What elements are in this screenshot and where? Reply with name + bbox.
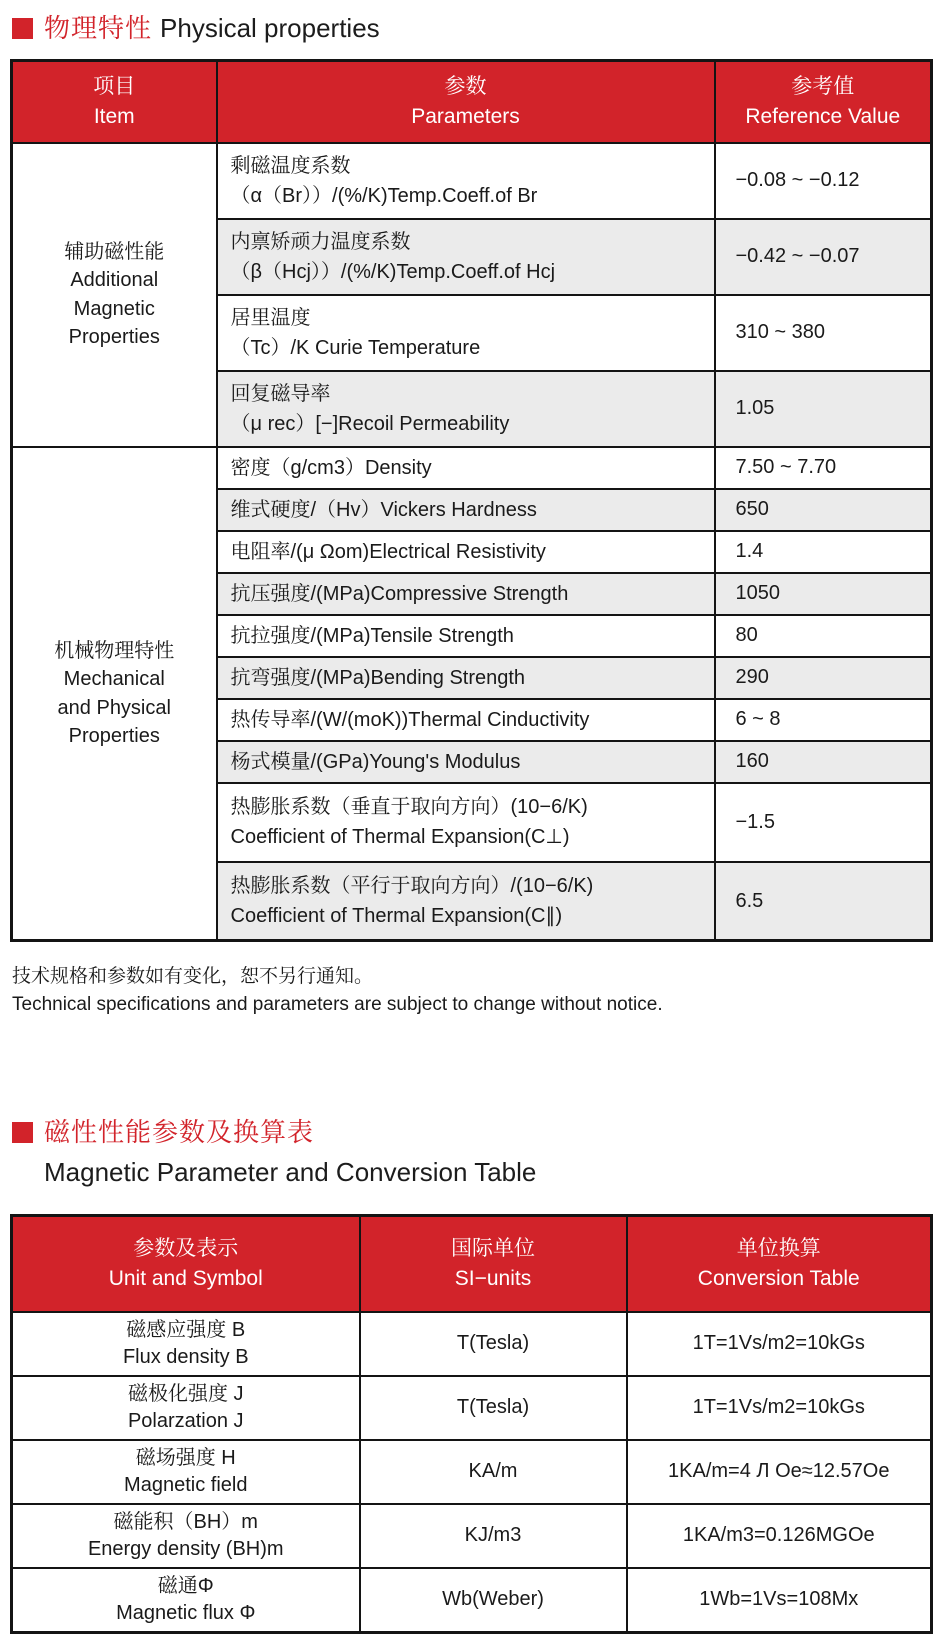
si-cell: T(Tesla) [360,1312,627,1376]
value-cell: 6 ~ 8 [715,699,932,741]
si-cell: KJ/m3 [360,1504,627,1568]
red-square-icon [12,1122,33,1143]
unit-cell: 磁通Φ Magnetic flux Φ [12,1568,360,1633]
unit-cell: 磁感应强度 B Flux density B [12,1312,360,1376]
physical-properties-title-en: Physical properties [160,13,380,43]
value-cell: 6.5 [715,862,932,941]
param-cell: 回复磁导率 （μ rec）[−]Recoil Permeability [217,371,715,447]
column-header-parameters-en: Parameters [411,105,520,128]
disclaimer-note-en: Technical specifications and parameters are subject to change without notice. [12,994,663,1016]
column-header-conversion: 单位换算 Conversion Table [627,1215,932,1311]
column-header-reference-value-en: Reference Value [745,105,901,128]
column-header-reference-value [715,61,932,143]
param-cell: 杨式模量/(GPa)Young's Modulus [217,741,715,783]
conversion-table-title-en: Magnetic Parameter and Conversion Table [44,1156,537,1187]
column-header-si-units: 国际单位 SI−units [360,1215,627,1311]
value-cell: 290 [715,657,932,699]
param-cell: 维式硬度/（Hv）Vickers Hardness [217,489,715,531]
conversion-table-title-zh: 磁性性能参数及换算表 [44,1116,315,1147]
param-cell: 抗弯强度/(MPa)Bending Strength [217,657,715,699]
unit-cell: 磁极化强度 J Polarzation J [12,1376,360,1440]
conversion-cell: 1T=1Vs/m2=10kGs [627,1312,932,1376]
table-row [12,1504,932,1568]
value-cell: −0.42 ~ −0.07 [715,219,932,295]
param-cell: 剩磁温度系数 （α（Br））/(%/K)Temp.Coeff.of Br [217,143,715,219]
param-cell: 居里温度 （Tc）/K Curie Temperature [217,295,715,371]
value-cell: 1.05 [715,371,932,447]
value-cell: 80 [715,615,932,657]
value-cell: 1050 [715,573,932,615]
param-cell: 热膨胀系数（平行于取向方向）/(10−6/K) Coefficient of Thermal Expansion(C∥) [217,862,715,941]
disclaimer-note [12,963,940,1019]
item-group-mechanical-physical: 机械物理特性 Mechanical and Physical Properties [12,447,217,941]
si-cell: KA/m [360,1440,627,1504]
value-cell: 160 [715,741,932,783]
param-cell: 密度（g/cm3）Density [217,447,715,489]
conversion-cell: 1KA/m=4 Л Oe≈12.57Oe [627,1440,932,1504]
table-row [12,1568,932,1633]
table-row [12,1440,932,1504]
conversion-table-title [12,1117,940,1188]
param-cell: 抗拉强度/(MPa)Tensile Strength [217,615,715,657]
physical-properties-title [12,13,940,44]
column-header-item-zh: 项目 [93,75,136,99]
column-header-item-en: Item [93,105,135,128]
value-cell: −1.5 [715,783,932,862]
value-cell: 650 [715,489,932,531]
conversion-table [10,1214,933,1634]
disclaimer-note-zh: 技术规格和参数如有变化，恕不另行通知。 [12,966,374,988]
value-cell: −0.08 ~ −0.12 [715,143,932,219]
physical-properties-title-zh: 物理特性 [44,13,153,43]
param-cell: 热传导率/(W/(moK))Thermal Cinductivity [217,699,715,741]
unit-cell: 磁能积（BH）m Energy density (BH)m [12,1504,360,1568]
table-header-row [12,61,932,143]
value-cell: 310 ~ 380 [715,295,932,371]
value-cell: 1.4 [715,531,932,573]
red-square-icon [12,18,33,39]
column-header-unit-symbol: 参数及表示 Unit and Symbol [12,1215,360,1311]
unit-cell: 磁场强度 H Magnetic field [12,1440,360,1504]
table-row [12,1376,932,1440]
param-cell: 抗压强度/(MPa)Compressive Strength [217,573,715,615]
conversion-cell: 1KA/m3=0.126MGOe [627,1504,932,1568]
table-row [12,447,932,489]
conversion-cell: 1T=1Vs/m2=10kGs [627,1376,932,1440]
si-cell: T(Tesla) [360,1376,627,1440]
conversion-cell: 1Wb=1Vs=108Mx [627,1568,932,1633]
param-cell: 电阻率/(μ Ωom)Electrical Resistivity [217,531,715,573]
table-row [12,143,932,219]
table-header-row [12,1215,932,1311]
column-header-item [12,61,217,143]
column-header-reference-value-zh: 参考值 [791,75,855,99]
si-cell: Wb(Weber) [360,1568,627,1633]
table-row [12,1312,932,1376]
item-group-additional-magnetic: 辅助磁性能 Additional Magnetic Properties [12,143,217,447]
column-header-parameters-zh: 参数 [444,75,487,99]
param-cell: 内禀矫顽力温度系数 （β（Hcj））/(%/K)Temp.Coeff.of Hcj [217,219,715,295]
physical-properties-table [10,59,933,942]
value-cell: 7.50 ~ 7.70 [715,447,932,489]
column-header-parameters [217,61,715,143]
param-cell: 热膨胀系数（垂直于取向方向）(10−6/K) Coefficient of Thermal Expansion(C⊥) [217,783,715,862]
